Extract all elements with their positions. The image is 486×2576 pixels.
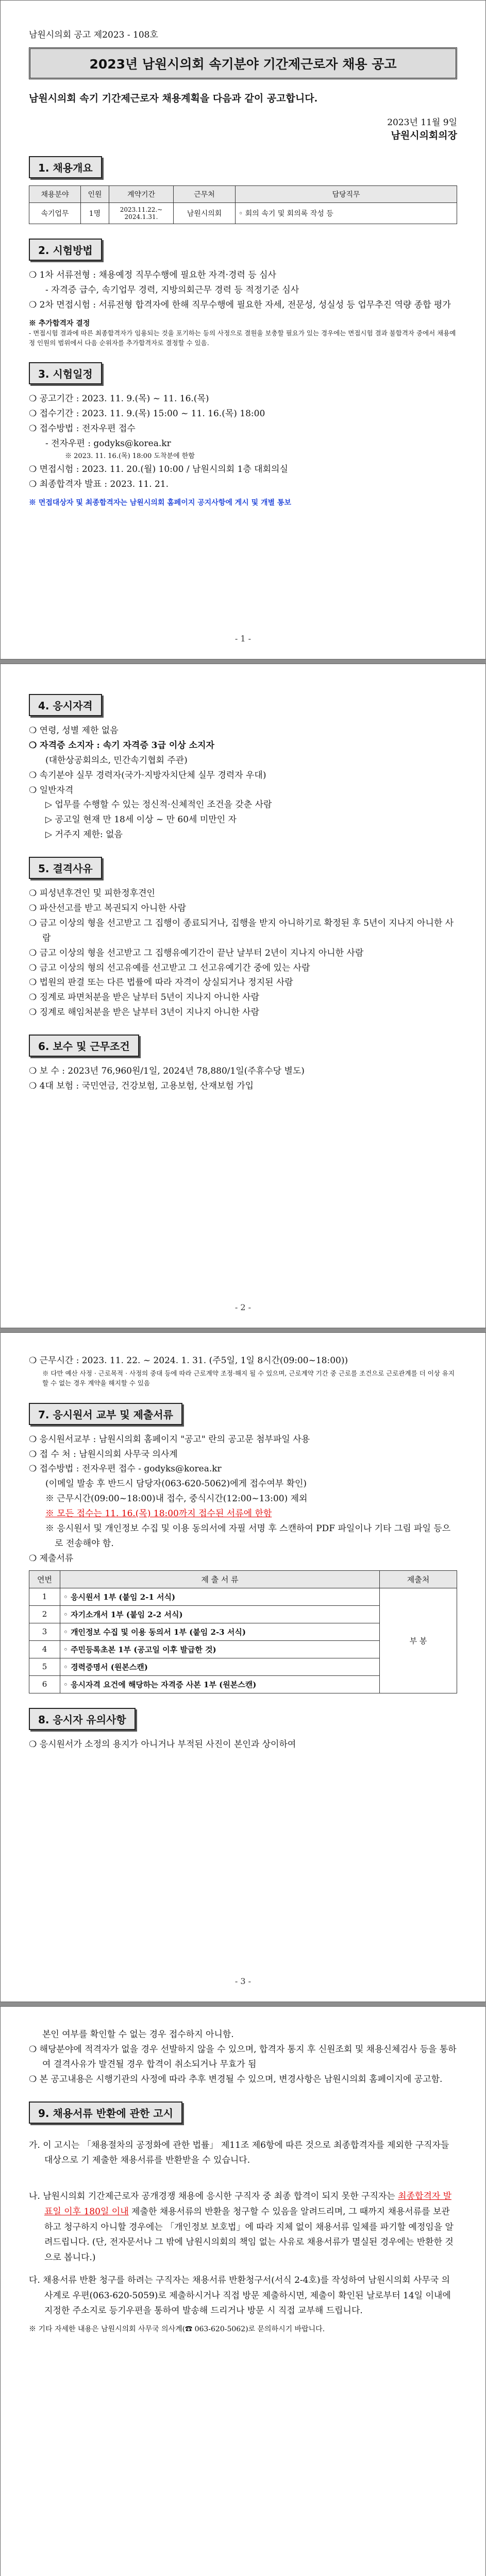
- paragraph-na: [29, 2189, 457, 2266]
- page-number: - 3 -: [234, 1976, 252, 1986]
- section-2-heading: 2. 시험방법: [29, 239, 102, 261]
- list-item: [29, 1462, 457, 1477]
- table-header: 제출처: [380, 1570, 457, 1588]
- list-item: ❍ 2차 면접시험 : 서류전형 합격자에 한해 직무수행에 필요한 자세, 전문성, 성실성 등 업무추진 역량 종합 평가: [29, 299, 451, 310]
- page-4: [0, 2006, 486, 2576]
- list-item: ❍ 본 공고내용은 시행기관의 사정에 따라 추후 변경될 수 있으며, 변경사항은 남원시의회 홈페이지에 공고함.: [29, 2074, 443, 2084]
- table-cell: ◦ 자기소개서 1부 (붙임 2-2 서식): [60, 1605, 380, 1623]
- list-item: ❍ 징계로 해임처분을 받은 날부터 3년이 지나지 아니한 사람: [29, 1007, 259, 1018]
- list-item: ❍ 금고 이상의 형의 선고유예를 선고받고 그 선고유예기간 중에 있는 사람: [29, 962, 310, 973]
- list-item: ❍ 파산선고를 받고 복권되지 아니한 사람: [29, 903, 187, 914]
- deadline-highlight: 최종합격자 발표일 이후 180일 이내: [44, 2191, 452, 2217]
- section-1-heading: 1. 채용개요: [29, 156, 102, 178]
- section-3-heading: 3. 시험일정: [29, 362, 102, 384]
- table-cell: 1명: [81, 203, 109, 224]
- table-cell: 5: [29, 1658, 60, 1675]
- section-5-heading: 5. 결격사유: [29, 857, 102, 879]
- deadline-notice: ※ 모든 접수는 11. 16.(목) 18:00까지 접수된 서류에 한함: [45, 1509, 272, 1519]
- list-item: - 자격증 급수, 속기업무 경력, 지방의회근무 경력 등 적정기준 심사: [45, 284, 299, 295]
- page-3: [0, 1332, 486, 2002]
- notice-number: 남원시의회 공고 제2023 - 108호: [29, 30, 158, 40]
- list-item: ❍ 제출서류: [29, 1553, 74, 1564]
- note-text: - 면접시험 결과에 따른 최종합격자가 임용되는 것을 포기하는 등의 사정으로 결원을 보충할 필요가 있는 경우에는 면접시험 결과 불합격자 중에서 채용예정 인원의 범위에서 다음 순위자를 추가합격자로 결정할 수 있음.: [29, 329, 456, 347]
- table-header: 연번: [29, 1570, 60, 1588]
- page-2: [0, 664, 486, 1328]
- page-number: - 2 -: [234, 1302, 252, 1312]
- table-header: 채용분야: [29, 186, 81, 203]
- page-1: [0, 0, 486, 659]
- list-item: ❍ 근무시간 : 2023. 11. 22. ~ 2024. 1. 31. (주5일, 1일 8시간(09:00~18:00)): [29, 1355, 348, 1366]
- table-cell: ◦ 경력증명서 (원본스캔): [60, 1658, 380, 1675]
- list-item: ❍ 면접시험 : 2023. 11. 20.(월) 10:00 / 남원시의회 1층 대회의실: [29, 464, 288, 474]
- list-item: ▷ 공고일 현재 만 18세 이상 ~ 만 60세 미만인 자: [45, 815, 237, 825]
- table-cell: ◦ 응시자격 요건에 해당하는 자격증 사본 1부 (원본스캔): [60, 1675, 380, 1693]
- paragraph-na-text-2: 제출한 채용서류의 반환을 청구할 수 있음을 알려드리며, 그 때까지 채용서류를 보관하고 청구하지 아니할 경우에는 「개인정보 보호법」에 따라 지체 없이 채용서류 일체를 파기할 예정임을 알려드립니다. (단, 전자문서나 그 밖에 남원시의회의 책임 없는 사유로 채용서류가 멸실된 경우에는 반환한 것으로 봅니다.): [44, 2206, 454, 2263]
- notice-star: ※ 면접대상자 및 최종합격자는 남원시의회 홈페이지 공지사항에 게시 및 개별 통보: [29, 498, 292, 507]
- table-header: 근무처: [174, 186, 236, 203]
- note-title: ※ 추가합격자 결정: [29, 319, 90, 328]
- list-item: ▷ 업무를 수행할 수 있는 정신적·신체적인 조건을 갖춘 사람: [45, 800, 272, 810]
- table-cell: ◦ 주민등록초본 1부 (공고일 이후 발급한 것): [60, 1640, 380, 1658]
- table-cell: 1: [29, 1588, 60, 1605]
- list-item: 본인 여부를 확인할 수 없는 경우 접수하지 아니함.: [42, 2029, 234, 2040]
- notice-date: 2023년 11월 9일: [387, 117, 457, 128]
- table-cell: 3: [29, 1623, 60, 1640]
- list-item: ❍ 보 수 : 2023년 76,960원/1일, 2024년 78,880/1일(주휴수당 별도): [29, 1066, 305, 1077]
- list-item: ❍ 법원의 판결 또는 다른 법률에 따라 자격이 상실되거나 정지된 사람: [29, 977, 293, 988]
- list-item: ❍ 공고기간 : 2023. 11. 9.(목) ~ 11. 16.(목): [29, 394, 209, 404]
- section-9-heading: 9. 채용서류 반환에 관한 고시: [29, 2102, 182, 2124]
- table-row: [29, 1588, 457, 1605]
- table-cell: 2: [29, 1605, 60, 1623]
- section-6-heading: 6. 보수 및 근무조건: [29, 1035, 139, 1057]
- list-item: ❍ 연령, 성별 제한 없음: [29, 725, 119, 736]
- table-header: 인원: [81, 186, 109, 203]
- email-address: - 전자우편 : godyks@korea.kr: [45, 438, 171, 449]
- list-item: ❍ 징계로 파면처분을 받은 날부터 5년이 지나지 아니한 사람: [29, 992, 259, 1003]
- lead-text: 남원시의회 속기 기간제근로자 채용계획을 다음과 같이 공고합니다.: [29, 93, 318, 104]
- section-8-heading: 8. 응시자 유의사항: [29, 1708, 136, 1730]
- list-item: ❍ 속기분야 실무 경력자(국가·지방자치단체 실무 경력자 우대): [29, 770, 266, 781]
- list-item: ※ 근무시간(09:00~18:00)내 접수, 중식시간(12:00~13:00) 제외: [45, 1494, 308, 1504]
- email-address: ❍ 접수방법 : 전자우편 접수 - godyks@korea.kr: [29, 1464, 222, 1475]
- section-4-heading: 4. 응시자격: [29, 694, 102, 716]
- table-cell: 남원시의회: [174, 203, 236, 224]
- paragraph-ga: 가. 이 고시는 「채용절차의 공정화에 관한 법률」 제11조 제6항에 따른 것으로 최종합격자를 제외한 구직자들 대상으로 기 제출한 채용서류를 반환받을 수 있습니다.: [29, 2140, 449, 2166]
- table-cell: 4: [29, 1640, 60, 1658]
- paragraph-na-text: 나. 남원시의회 기간제근로자 공개경쟁 채용에 응시한 구직자 중 최종 합격이 되지 못한 구직자는: [29, 2191, 395, 2202]
- contact-note: ※ 기타 자세한 내용은 남원시의회 사무국 의사계(☎ 063-620-5062)로 문의하시기 바랍니다.: [29, 2325, 325, 2334]
- table-cell: 부 봉: [380, 1588, 457, 1693]
- list-item: ▷ 거주지 제한: 없음: [45, 829, 123, 840]
- section-7-heading: 7. 응시원서 교부 및 제출서류: [29, 1403, 182, 1425]
- documents-table: [29, 1570, 457, 1693]
- list-item: ❍ 금고 이상의 형을 선고받고 그 집행유예기간이 끝난 날부터 2년이 지나지 아니한 사람: [29, 947, 364, 958]
- table-header: 담당직무: [236, 186, 457, 203]
- list-item: ❍ 자격증 소지자 : 속기 자격증 3급 이상 소지자: [29, 740, 214, 751]
- list-note: ※ 다만 예산 사정 · 근로목적 · 사정의 중대 등에 따라 근로계약 조정·해지 될 수 있으며, 근로계약 기간 중 근로를 조건으로 근로관계를 더 이상 유지할 수 없는 경우 계약을 해지할 수 있음: [42, 1369, 455, 1387]
- list-item: ❍ 응시원서가 소정의 용지가 아니거나 부적된 사진이 본인과 상이하여: [29, 1739, 296, 1750]
- list-item: (이메일 발송 후 반드시 담당자(063-620-5062)에게 접수여부 확인): [45, 1479, 307, 1489]
- page-title: 2023년 남원시의회 속기분야 기간제근로자 채용 공고: [29, 47, 457, 79]
- list-item: (대한상공회의소, 민간속기협회 주관): [45, 755, 188, 766]
- list-item: ❍ 최종합격자 발표 : 2023. 11. 21.: [29, 479, 169, 489]
- table-header: 제 출 서 류: [60, 1570, 380, 1588]
- list-item: ❍ 해당분야에 적격자가 없을 경우 선발하지 않을 수 있으며, 합격자 통지 후 신원조회 및 채용신체검사 등을 통하여 결격사유가 발견될 경우 합격이 취소되거나 무효가 됨: [29, 2044, 457, 2070]
- list-item: ❍ 1차 서류전형 : 채용예정 직무수행에 필요한 자격·경력 등 심사: [29, 270, 276, 280]
- recruit-overview-table: [29, 185, 457, 224]
- table-cell: 2023.11.22.~ 2024.1.31.: [109, 203, 174, 224]
- table-header-row: [29, 1570, 457, 1588]
- list-item: ※ 응시원서 및 개인정보 수집 및 이용 동의서에 자필 서명 후 스캔하여 PDF 파일이나 기타 그림 파일 등으로 전송해야 함.: [45, 1523, 451, 1549]
- table-cell: 6: [29, 1675, 60, 1693]
- table-header: 계약기간: [109, 186, 174, 203]
- list-item: ❍ 접수기간 : 2023. 11. 9.(목) 15:00 ~ 11. 16.(목) 18:00: [29, 409, 265, 419]
- page-number: - 1 -: [234, 634, 252, 643]
- list-note: ※ 2023. 11. 16.(목) 18:00 도착분에 한함: [65, 452, 195, 460]
- paragraph-da: 다. 채용서류 반환 청구를 하려는 구직자는 채용서류 반환청구서(서식 2-4호)를 작성하여 남원시의회 사무국 의사계로 우편(063-620-5059)로 제출하시거나 직접 방문 제출하시면, 제출이 확인된 날로부터 14일 이내에 지정한 주소지로 등기우편을 통하여 발송해 드리거나 방문 시 직접 교부해 드립니다.: [29, 2275, 451, 2316]
- table-header-row: [29, 186, 457, 203]
- list-item: ❍ 금고 이상의 형을 선고받고 그 집행이 종료되거나, 집행을 받지 아니하기로 확정된 후 5년이 지나지 아니한 사람: [29, 918, 454, 943]
- list-item: ❍ 접수방법 : 전자우편 접수: [29, 423, 136, 434]
- table-cell: ◦ 회의 속기 및 회의록 작성 등: [236, 203, 457, 224]
- table-cell: ◦ 응시원서 1부 (붙임 2-1 서식): [60, 1588, 380, 1605]
- list-item: ❍ 일반자격: [29, 785, 74, 795]
- list-item: ❍ 피성년후견인 및 피한정후견인: [29, 888, 155, 899]
- list-item: ❍ 접 수 처 : 남원시의회 사무국 의사계: [29, 1449, 178, 1460]
- list-item: ❍ 응시원서교부 : 남원시의회 홈페이지 "공고" 란의 공고문 첨부파일 사용: [29, 1434, 310, 1445]
- list-item: ❍ 4대 보험 : 국민연금, 건강보험, 고용보험, 산재보험 가입: [29, 1081, 254, 1092]
- table-row: [29, 203, 457, 224]
- table-cell: ◦ 개인정보 수집 및 이용 동의서 1부 (붙임 2-3 서식): [60, 1623, 380, 1640]
- notice-org: 남원시의회의장: [391, 130, 457, 141]
- table-cell: 속기업무: [29, 203, 81, 224]
